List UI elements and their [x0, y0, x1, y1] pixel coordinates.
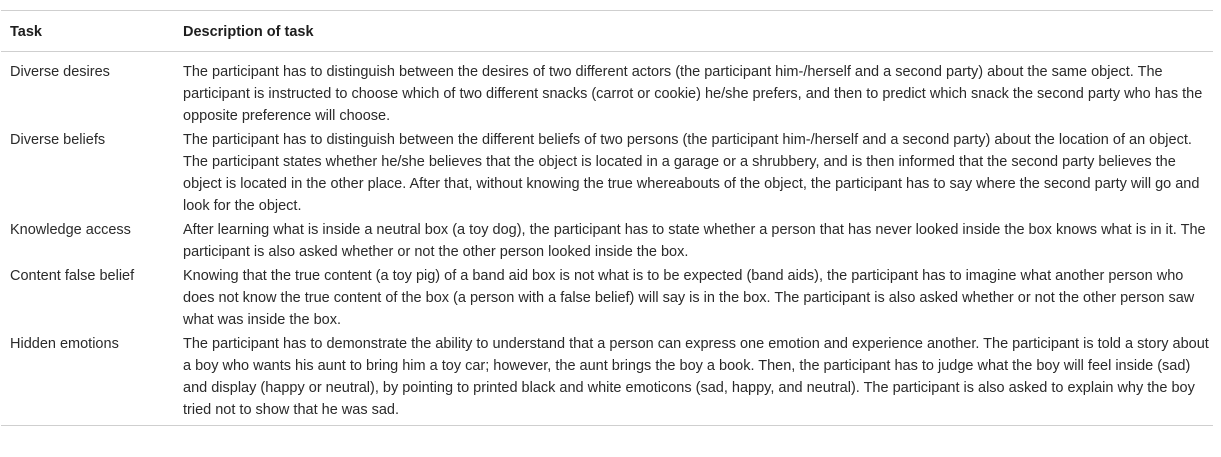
table-row: [1, 127, 1213, 217]
header-task: Task: [10, 24, 42, 40]
table-body: [1, 52, 1213, 426]
table-row: [1, 263, 1213, 331]
task-name: Diverse desires: [10, 64, 110, 80]
task-name: Hidden emotions: [10, 336, 119, 352]
task-name: Knowledge access: [10, 222, 131, 238]
table-header: [1, 11, 1213, 52]
task-table: [1, 10, 1213, 426]
task-description: The participant has to distinguish between the different beliefs of two persons (the participant him-/herself and a second party) about the location of an object. The participant states whether he/she believes that the object is located in a garage or a shrubbery, and is then informed that the second party believes the object is located in the other place. After that, without knowing the true whereabouts of the object, the participant has to say where the second party will go and look for the object.: [183, 132, 1200, 214]
task-name: Diverse beliefs: [10, 132, 106, 148]
task-description: After learning what is inside a neutral box (a toy dog), the participant has to state whether a person that has never looked inside the box knows what is in it. The participant is also asked whether or not the other person looked inside the box.: [183, 222, 1206, 260]
header-row: [1, 11, 1213, 52]
task-description: The participant has to demonstrate the ability to understand that a person can express one emotion and experience another. The participant is told a story about a boy who wants his aunt to bring him a toy car; however, the aunt brings the boy a book. Then, the participant has to judge what the boy will feel inside (sad) and display (happy or neutral), by pointing to printed black and white emoticons (sad, happy, and neutral). The participant is also asked to explain why the boy tried not to show that he was sad.: [183, 336, 1209, 418]
task-table-container: [0, 10, 1221, 426]
header-description: Description of task: [183, 24, 314, 40]
table-row: [1, 217, 1213, 263]
task-description: The participant has to distinguish between the desires of two different actors (the participant him-/herself and a second party) about the same object. The participant is instructed to choose which of two different snacks (carrot or cookie) he/she prefers, and then to predict which snack the second party who has the opposite preference will choose.: [183, 64, 1203, 124]
task-name: Content false belief: [10, 268, 135, 284]
task-description: Knowing that the true content (a toy pig) of a band aid box is not what is to be expected (band aids), the participant has to imagine what another person who does not know the true content of the box (a person with a false belief) will say is in the box. The participant is also asked whether or not the other person saw what was inside the box.: [183, 268, 1195, 328]
table-row: [1, 331, 1213, 426]
table-row: [1, 52, 1213, 128]
